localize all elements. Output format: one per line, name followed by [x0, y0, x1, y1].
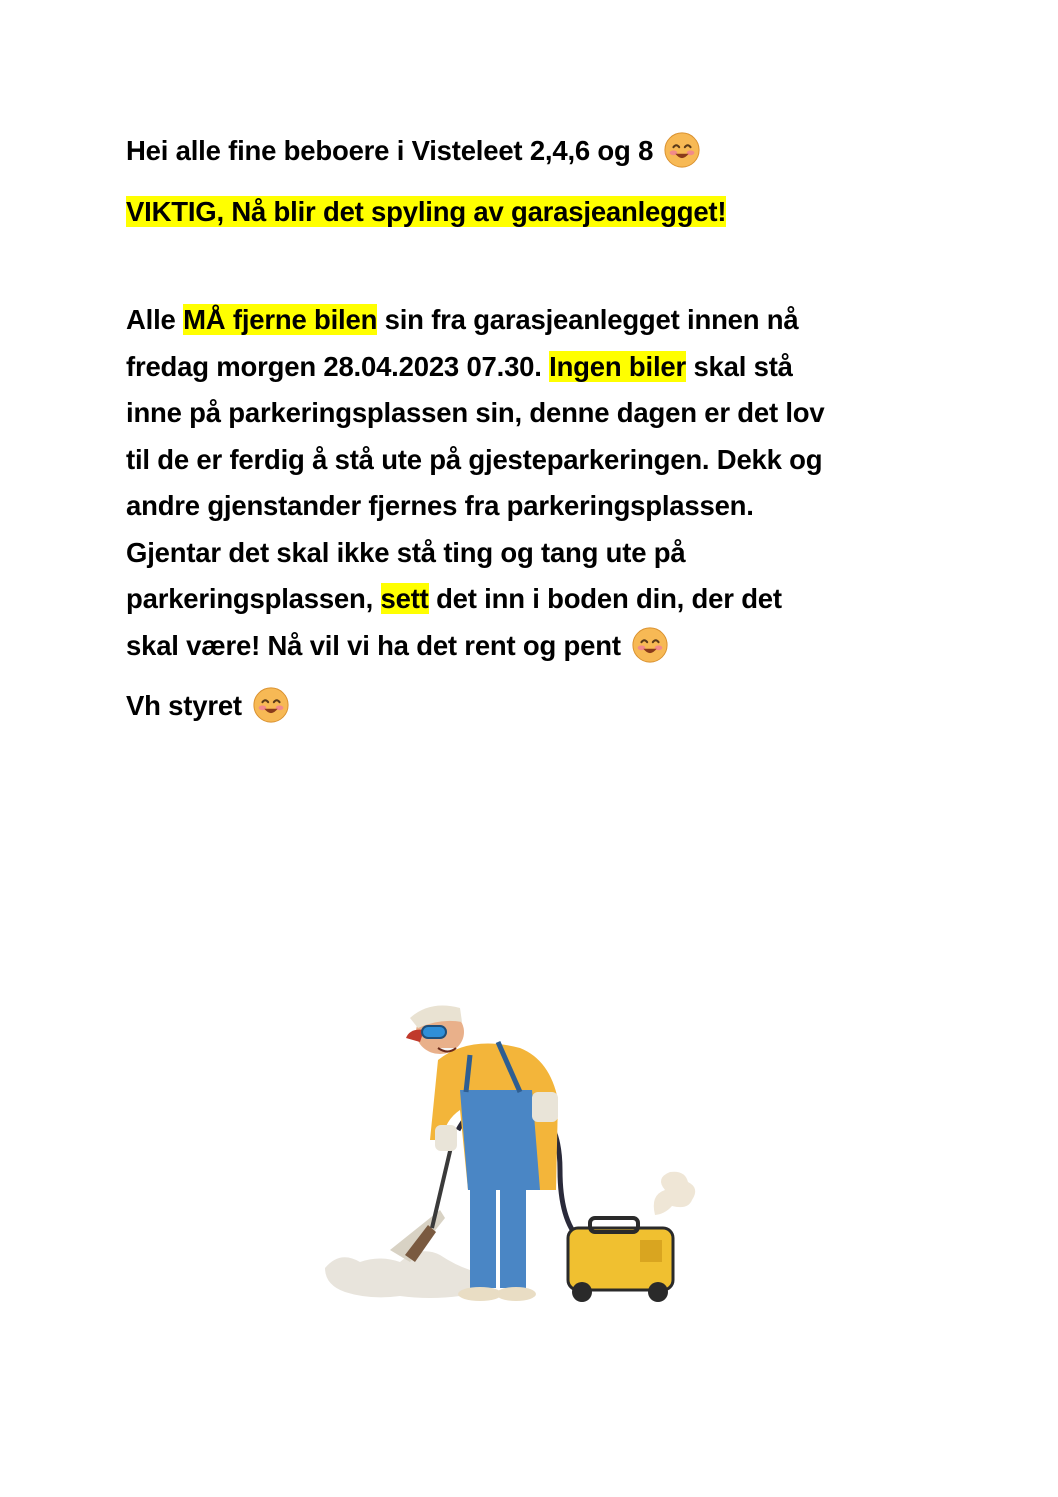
greeting-line — [126, 128, 946, 175]
signoff-line — [126, 683, 946, 730]
highlighted-text: MÅ fjerne bilen — [183, 304, 378, 335]
greeting-text: Hei alle fine beboere i Visteleet 2,4,6 og 8 — [126, 135, 654, 166]
body-text: sin fra garasjeanlegget innen nå — [377, 304, 799, 335]
smiling-face-icon — [663, 131, 701, 169]
body-line-8 — [126, 623, 946, 670]
body-line-3: inne på parkeringsplassen sin, denne dagen er det lov — [126, 397, 825, 428]
body-line-7 — [126, 576, 946, 623]
body-line-1 — [126, 297, 946, 344]
body-text: skal være! Nå vil vi ha det rent og pent — [126, 629, 621, 661]
body-line-6: Gjentar det skal ikke stå ting og tang ute på — [126, 536, 686, 568]
highlighted-text: sett — [380, 583, 429, 614]
body-text: Alle — [126, 304, 184, 335]
body-line-5: andre gjenstander fjernes fra parkeringsplassen. — [126, 490, 754, 521]
smiling-face-icon — [252, 686, 290, 724]
notice-text — [126, 128, 946, 730]
body-text: det inn i boden din, der det — [428, 583, 782, 614]
headline-text: VIKTIG, Nå blir det spyling av garasjeanlegget! — [126, 195, 727, 227]
highlighted-text: Ingen biler — [549, 350, 686, 382]
headline-line — [126, 189, 946, 236]
body-line-4: til de er ferdig å stå ute på gjesteparkeringen. Dekk og — [126, 443, 823, 475]
body-line-2 — [126, 344, 946, 391]
pressure-washer-worker-illustration — [320, 1000, 710, 1310]
signoff-text: Vh styret — [126, 690, 242, 721]
smiling-face-icon — [631, 626, 669, 664]
body-text: fredag morgen 28.04.2023 07.30. — [126, 350, 550, 382]
body-text: parkeringsplassen, — [126, 583, 381, 614]
body-text: skal stå — [686, 350, 793, 382]
